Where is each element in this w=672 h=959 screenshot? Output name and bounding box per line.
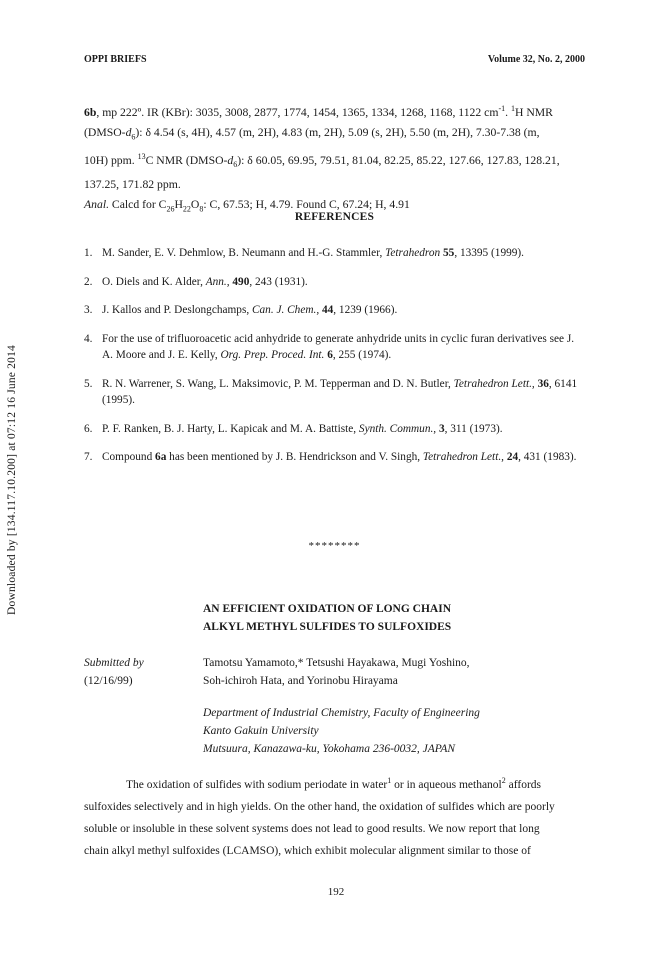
reference-item: 5. R. N. Warrener, S. Wang, L. Maksimovic, P. M. Tepperman and D. N. Butler, Tetrahedron Lett., 36, 6141 (1995). <box>84 377 578 406</box>
elemental-analysis: Anal. Calcd for $C_{26}H_{22}O_8$: C, 67.53; H, 4.79. Found C, 67.24; H, 4.91 <box>84 198 410 214</box>
spec-line-1: 6b, mp 222º. IR (KBr): 3035, 3008, 2877, 1774, 1454, 1365, 1334, 1268, 1168, 1122 $cm^{-1}$. $^1$H NMR <box>84 104 553 119</box>
spec-line-3: 10H) ppm. $^{13}$C NMR $(DMSO-d_6)$: δ 60.05, 69.95, 79.51, 81.04, 82.25, 85.22, 127.66, 127.83, 128.21, <box>84 152 560 170</box>
spectral-data-paragraph <box>84 99 585 220</box>
affiliation-line: Kanto Gakuin University <box>203 725 319 737</box>
references-heading: REFERENCES <box>294 211 375 223</box>
article-title-line: AN EFFICIENT OXIDATION OF LONG CHAIN <box>203 603 452 615</box>
download-watermark-text: Downloaded by [134.117.10.200] at 07:12 16 June 2014 <box>6 345 18 615</box>
authors-line: Tamotsu Yamamoto,* Tetsushi Hayakawa, Mugi Yoshino, <box>203 657 470 669</box>
reference-item: 1. M. Sander, E. V. Dehmlow, B. Neumann and H.-G. Stammler, Tetrahedron 55, 13395 (1999). <box>84 247 524 259</box>
reference-item: 3. J. Kallos and P. Deslongchamps, Can. J. Chem., 44, 1239 (1966). <box>84 304 398 316</box>
author-list <box>203 654 470 690</box>
affiliation-line: Mutsuura, Kanazawa-ku, Yokohama 236-0032, JAPAN <box>203 743 456 755</box>
affiliation-line: Department of Industrial Chemistry, Faculty of Engineering <box>203 707 480 719</box>
intro-line: soluble or insoluble in these solvent systems does not lead to good results. We now report that long <box>84 822 540 835</box>
running-header <box>84 54 585 65</box>
submitted-by-label: Submitted by <box>84 657 144 669</box>
references-list <box>84 245 585 478</box>
intro-line: chain alkyl methyl sulfoxides (LCAMSO), which exhibit molecular alignment similar to those of <box>84 844 531 857</box>
page-number: 192 <box>327 886 345 898</box>
download-watermark <box>0 0 24 959</box>
affiliation <box>203 704 480 758</box>
spec-line-4: 137.25, 171.82 ppm. <box>84 178 181 192</box>
section-separator: ******** <box>308 540 361 552</box>
intro-line: The oxidation of sulfides with sodium periodate in water$^1$ or in aqueous methanol$^2$ affords <box>126 776 542 791</box>
reference-item: 4. For the use of trifluoroacetic acid anhydride to generate anhydride units in cyclic furan derivatives see J. A. Moore and J. E. Kelly, Org. Prep. Proced. Int. 6, 255 (1974). <box>84 332 575 361</box>
submission-info <box>84 654 144 690</box>
spec-line-2: $(DMSO-d_6)$: δ 4.54 (s, 4H), 4.57 (m, 2H), 4.83 (m, 2H), 5.09 (s, 2H), 5.50 (m, 2H), 7.30-7.38 (m, <box>84 125 540 142</box>
article-title-line: ALKYL METHYL SULFIDES TO SULFOXIDES <box>203 621 452 633</box>
authors-line: Soh-ichiroh Hata, and Yorinobu Hirayama <box>203 675 398 687</box>
intro-line: sulfoxides selectively and in high yields. On the other hand, the oxidation of sulfides which are poorly <box>84 800 555 813</box>
reference-item: 2. O. Diels and K. Alder, Ann., 490, 243 (1931). <box>84 275 308 288</box>
reference-item: 6. P. F. Ranken, B. J. Harty, L. Kapicak and M. A. Battiste, Synth. Commun., 3, 311 (1973). <box>84 422 503 435</box>
article-title <box>203 600 451 636</box>
submission-date: (12/16/99) <box>84 675 133 687</box>
volume-info: Volume 32, No. 2, 2000 <box>487 54 585 65</box>
journal-section: OPPI BRIEFS <box>84 54 147 65</box>
intro-paragraph <box>84 770 585 862</box>
reference-item: 7. Compound 6a has been mentioned by J. B. Hendrickson and V. Singh, Tetrahedron Lett., 24, 431 (1983). <box>84 451 577 463</box>
